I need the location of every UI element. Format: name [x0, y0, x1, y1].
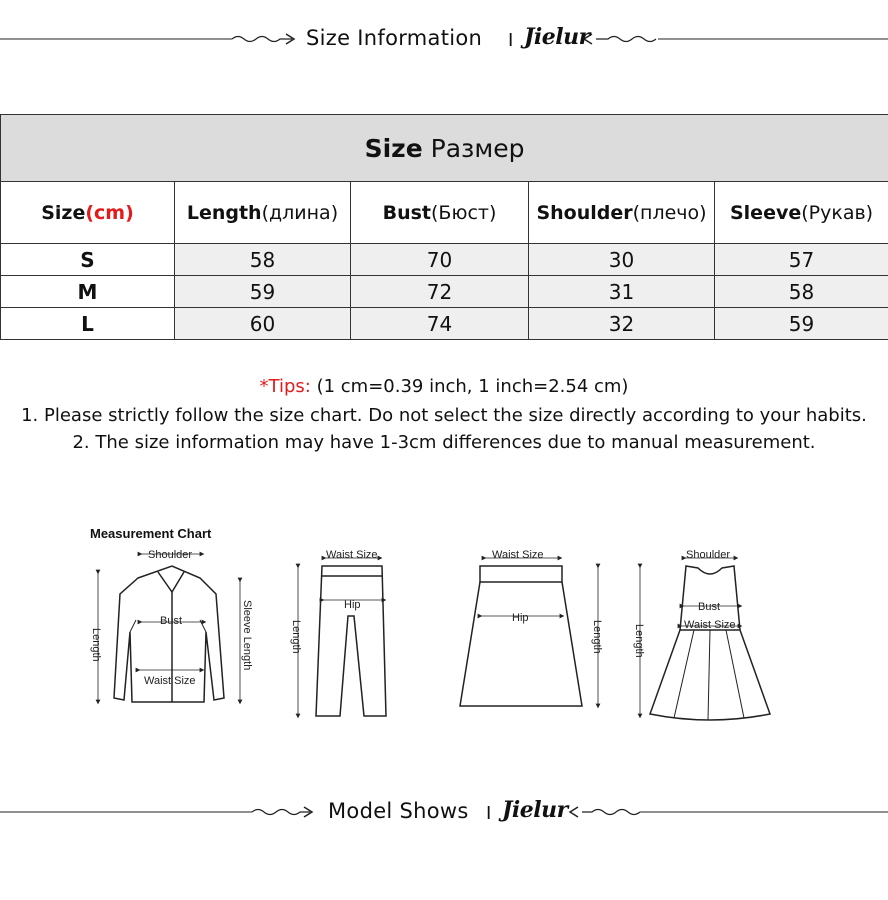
skirt-diagram — [460, 558, 598, 706]
dress-shoulder-label: Shoulder — [686, 549, 731, 561]
bust-cell: 70 — [351, 244, 529, 276]
header-rest: (Рукав) — [801, 201, 874, 224]
tips-conversion — [0, 376, 888, 397]
size-cell: S — [1, 244, 175, 276]
sleeve-cell: 59 — [715, 308, 888, 340]
bust-cell: 72 — [351, 276, 529, 308]
bust-cell: 74 — [351, 308, 529, 340]
shirt-sleeve-label: Sleeve Length — [241, 600, 253, 671]
column-header — [175, 182, 351, 244]
brand-logo: Jielur — [502, 797, 568, 823]
title-separator: I — [486, 803, 492, 824]
column-header — [529, 182, 715, 244]
length-cell: 58 — [175, 244, 351, 276]
table-caption — [1, 115, 888, 182]
measurement-chart — [80, 520, 800, 730]
caption-rest: Размер — [422, 133, 525, 163]
dress-diagram — [640, 558, 770, 720]
measurement-drawings — [80, 520, 800, 730]
header-bold: Bust — [382, 201, 432, 224]
tips-line-1: 1. Please strictly follow the size chart. Do not select the size directly according to your habits. — [21, 405, 867, 426]
pants-length-label: Length — [290, 620, 302, 654]
shoulder-cell: 30 — [529, 244, 715, 276]
dress-waist-label: Waist Size — [684, 619, 736, 631]
header-bold: Sleeve — [729, 201, 802, 224]
header-bold: Length — [186, 201, 262, 224]
section-divider-size-info — [0, 20, 888, 60]
sleeve-cell: 57 — [715, 244, 888, 276]
title-separator: I — [508, 30, 514, 51]
header-bold: Size — [41, 201, 86, 224]
section-title: Size Information — [306, 26, 483, 50]
length-cell: 60 — [175, 308, 351, 340]
pants-waist-label: Waist Size — [326, 549, 378, 561]
table-row — [1, 276, 888, 308]
shoulder-cell: 31 — [529, 276, 715, 308]
measurement-chart-title: Measurement Chart — [90, 526, 212, 541]
header-unit: (cm) — [85, 201, 134, 224]
sleeve-cell: 58 — [715, 276, 888, 308]
shirt-waist-label: Waist Size — [144, 675, 196, 687]
pants-diagram — [298, 558, 386, 716]
skirt-hip-label: Hip — [512, 612, 529, 624]
shirt-bust-label: Bust — [160, 615, 183, 627]
skirt-length-label: Length — [591, 620, 603, 654]
section-title: Model Shows — [328, 799, 469, 823]
header-rest: (плечо) — [632, 201, 707, 224]
shoulder-cell: 32 — [529, 308, 715, 340]
size-cell: M — [1, 276, 175, 308]
size-cell: L — [1, 308, 175, 340]
header-rest: (длина) — [261, 201, 339, 224]
table-row — [1, 244, 888, 276]
brand-logo: Jielur — [524, 24, 590, 50]
shirt-shoulder-label: Shoulder — [148, 549, 193, 561]
skirt-waist-label: Waist Size — [492, 549, 544, 561]
shirt-length-label: Length — [90, 628, 102, 662]
column-header — [351, 182, 529, 244]
tips-conversion-text: (1 cm=0.39 inch, 1 inch=2.54 cm) — [310, 376, 629, 397]
dress-bust-label: Bust — [698, 601, 721, 613]
length-cell: 59 — [175, 276, 351, 308]
caption-bold: Size — [364, 133, 423, 163]
column-header — [1, 182, 175, 244]
table-row — [1, 308, 888, 340]
tips-line-2: 2. The size information may have 1-3cm differences due to manual measurement. — [72, 432, 816, 453]
column-header — [715, 182, 888, 244]
size-table — [0, 114, 888, 340]
section-divider-model-shows — [0, 793, 888, 833]
pants-hip-label: Hip — [344, 599, 361, 611]
tips-label: *Tips: — [259, 376, 311, 397]
header-rest: (Бюст) — [431, 201, 497, 224]
table-header-row — [1, 182, 888, 244]
header-bold: Shoulder — [536, 201, 633, 224]
dress-length-label: Length — [633, 624, 645, 658]
